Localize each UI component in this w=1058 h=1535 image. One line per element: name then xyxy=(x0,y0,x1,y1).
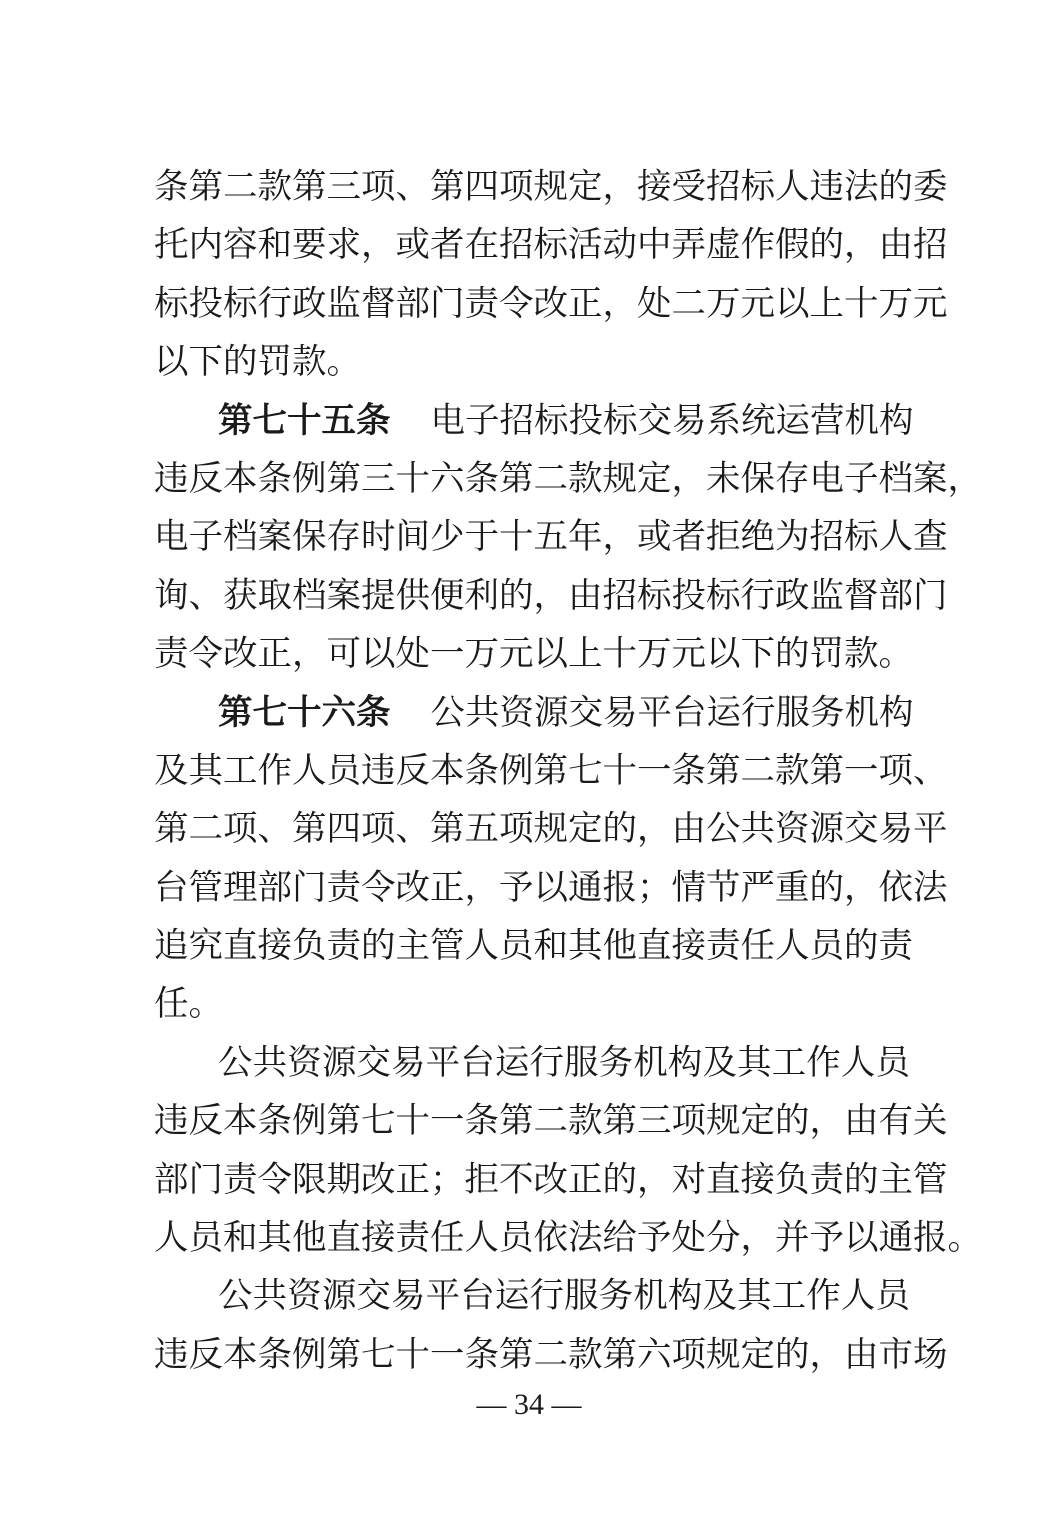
text-line: 及其工作人员违反本条例第七十一条第二款第一项、 xyxy=(154,750,948,791)
text-line: 询、获取档案提供便利的，由招标投标行政监督部门 xyxy=(154,575,948,616)
text-line: 条第二款第三项、第四项规定，接受招标人违法的委 xyxy=(154,167,948,207)
article-number: 第七十五条 xyxy=(218,400,391,441)
text-line: 标投标行政监督部门责令改正，处二万元以上十万元 xyxy=(154,283,948,324)
text-line: 托内容和要求，或者在招标活动中弄虚作假的，由招 xyxy=(154,225,948,266)
article-number: 第七十六条 xyxy=(218,692,391,733)
text-line: 违反本条例第七十一条第二款第三项规定的，由有关 xyxy=(154,1101,948,1142)
article-text: 公共资源交易平台运行服务机构 xyxy=(430,692,914,733)
text-line: 人员和其他直接责任人员依法给予处分，并予以通报。 xyxy=(154,1218,982,1259)
page-number: — 34 — xyxy=(476,1388,582,1421)
article-text: 电子招标投标交易系统运营机构 xyxy=(430,400,914,441)
text-line: 责令改正，可以处一万元以上十万元以下的罚款。 xyxy=(154,634,913,675)
text-line: 台管理部门责令改正，予以通报；情节严重的，依法 xyxy=(154,867,948,908)
text-line: 违反本条例第七十一条第二款第六项规定的，由市场 xyxy=(154,1334,948,1375)
text-line: 追究直接负责的主管人员和其他直接责任人员的责 xyxy=(154,926,913,967)
text-line: 电子档案保存时间少于十五年，或者拒绝为招标人查 xyxy=(154,517,948,558)
text-line: 第二项、第四项、第五项规定的，由公共资源交易平 xyxy=(154,809,948,850)
text-line: 违反本条例第三十六条第二款规定，未保存电子档案， xyxy=(154,458,982,499)
article-heading-line xyxy=(154,392,914,450)
text-line: 公共资源交易平台运行服务机构及其工作人员 xyxy=(218,1042,910,1083)
text-line: 部门责令限期改正；拒不改正的，对直接负责的主管 xyxy=(154,1159,948,1200)
text-line: 任。 xyxy=(154,984,223,1025)
text-line: 以下的罚款。 xyxy=(154,342,361,383)
text-line: 公共资源交易平台运行服务机构及其工作人员 xyxy=(218,1276,910,1317)
article-heading-line xyxy=(154,684,914,742)
body-text xyxy=(154,158,982,1384)
